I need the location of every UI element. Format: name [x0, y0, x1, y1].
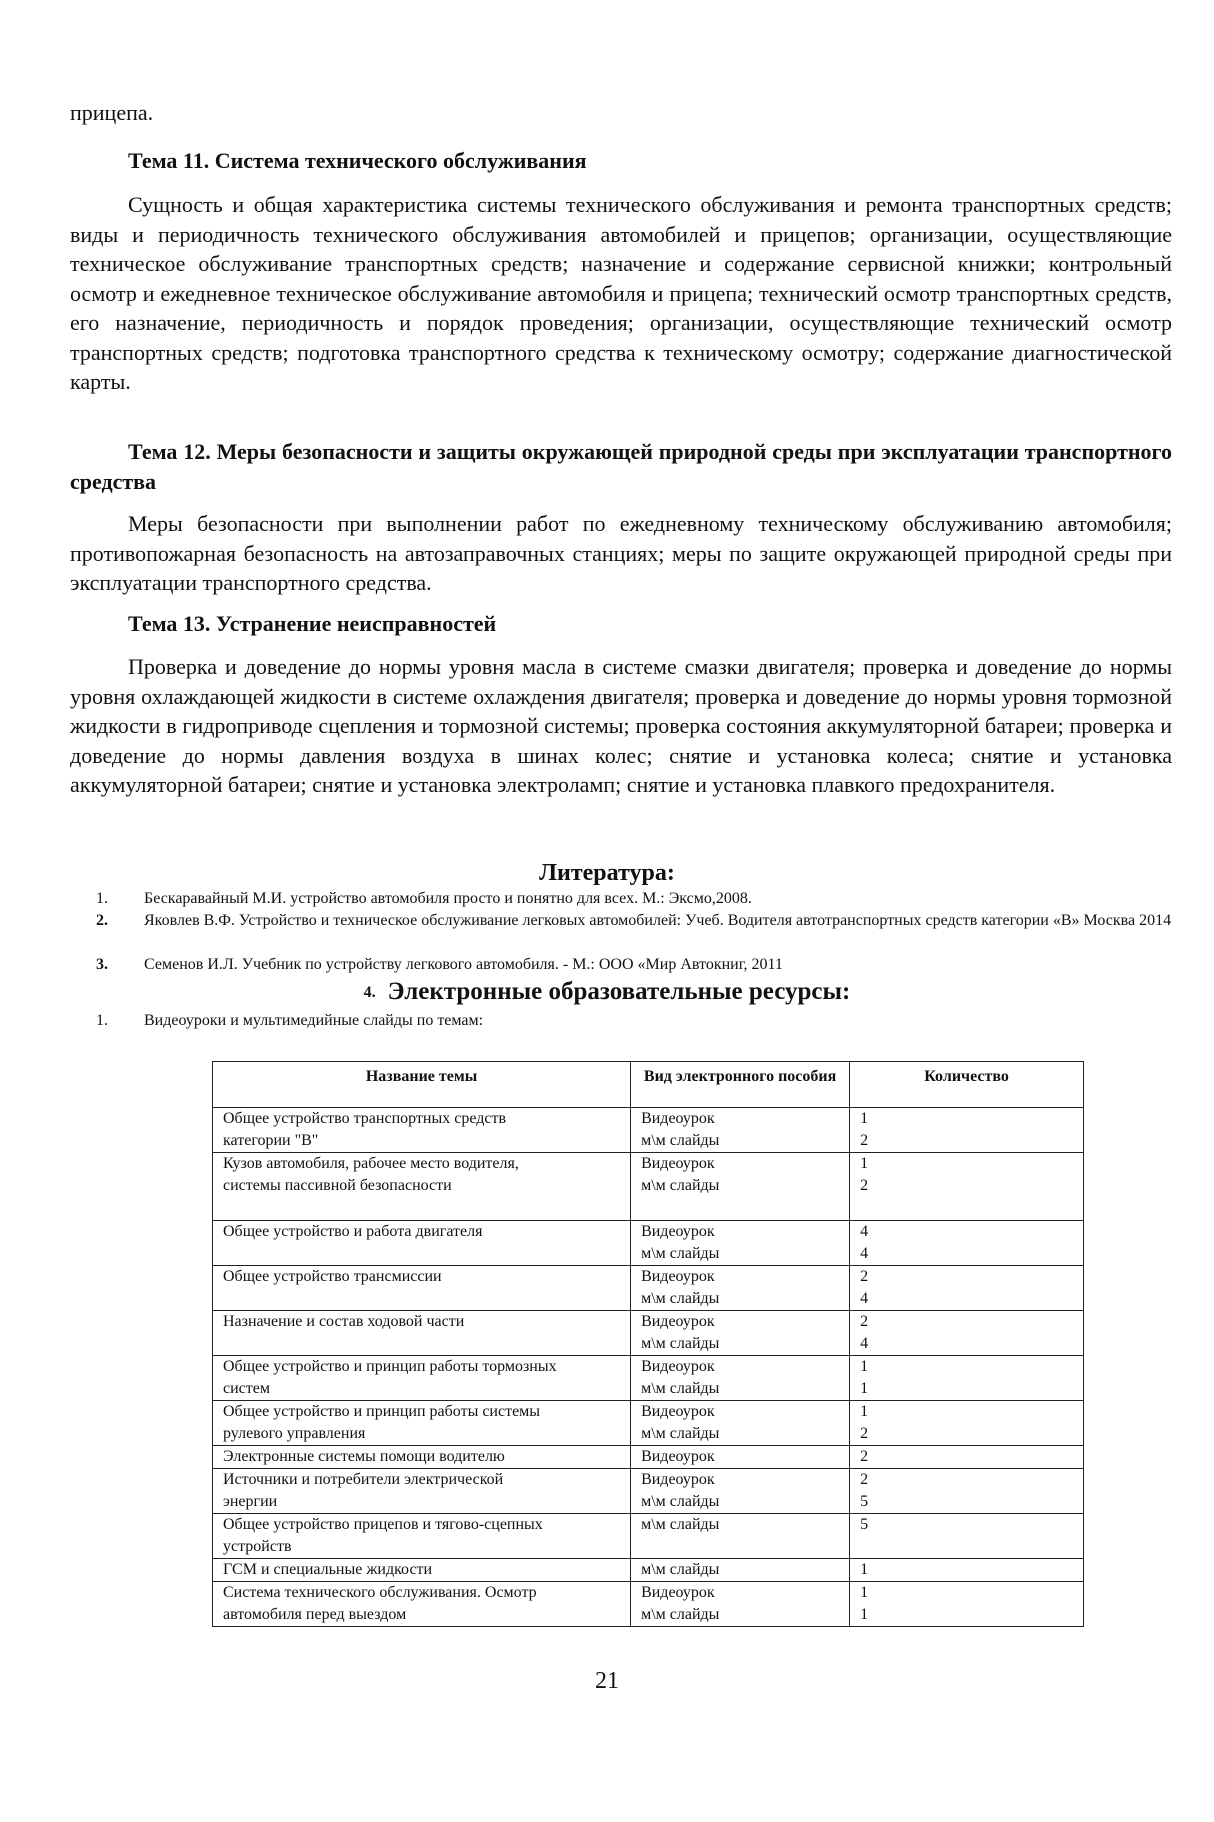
- quantity-cell: [850, 1108, 1084, 1153]
- cell-line: Видеоурок: [641, 1358, 715, 1375]
- cell-line: 2: [860, 1313, 869, 1330]
- quantity-cell: [850, 1266, 1084, 1311]
- kind-cell: [631, 1266, 850, 1311]
- cell-line: 2: [860, 1425, 869, 1442]
- table-row: [213, 1356, 1084, 1401]
- cell-line: Источники и потребители электрической: [223, 1471, 504, 1488]
- cell-line: Назначение и состав ходовой части: [223, 1313, 465, 1330]
- cell-line: м\м слайды: [641, 1561, 720, 1578]
- kind-cell: [631, 1153, 850, 1221]
- cell-line: 1: [860, 1155, 869, 1172]
- cell-line: м\м слайды: [641, 1245, 720, 1262]
- cell-line: 5: [860, 1516, 869, 1533]
- cell-line: 2: [860, 1132, 869, 1149]
- quantity-cell: [850, 1559, 1084, 1582]
- kind-cell: [631, 1311, 850, 1356]
- quantity-cell: [850, 1469, 1084, 1514]
- cell-line: Общее устройство транспортных средств: [223, 1110, 506, 1127]
- topic-cell: [213, 1446, 631, 1469]
- topic-cell: [213, 1311, 631, 1356]
- cell-line: систем: [223, 1380, 270, 1397]
- kind-cell: [631, 1446, 850, 1469]
- topic-cell: [213, 1469, 631, 1514]
- table-row: [213, 1446, 1084, 1469]
- quantity-cell: [850, 1356, 1084, 1401]
- quantity-cell: [850, 1153, 1084, 1221]
- cell-line: Общее устройство и работа двигателя: [223, 1223, 483, 1240]
- literature-item: 2. Яковлев В.Ф. Устройство и техническое обслуживание легковых автомобилей: Учеб. Водителя автотранспортных средств категории «В» Москва 2014: [96, 912, 1172, 929]
- cell-line: Общее устройство и принцип работы системы: [223, 1403, 541, 1420]
- resources-table: [212, 1061, 1084, 1627]
- topic-cell: [213, 1356, 631, 1401]
- header-kind: Вид электронного пособия: [631, 1062, 850, 1108]
- cell-line: м\м слайды: [641, 1177, 720, 1194]
- cell-line: 4: [860, 1245, 869, 1262]
- table-row: [213, 1469, 1084, 1514]
- cell-line: м\м слайды: [641, 1606, 720, 1623]
- topic-cell: [213, 1514, 631, 1559]
- cell-line: м\м слайды: [641, 1425, 720, 1442]
- cell-line: м\м слайды: [641, 1516, 720, 1533]
- cell-line: Видеоурок: [641, 1110, 715, 1127]
- cell-line: Видеоурок: [641, 1448, 715, 1465]
- cell-line: Видеоурок: [641, 1268, 715, 1285]
- table-row: [213, 1108, 1084, 1153]
- cell-line: 5: [860, 1493, 869, 1510]
- kind-cell: [631, 1221, 850, 1266]
- cell-line: системы пассивной безопасности: [223, 1177, 452, 1194]
- cell-line: 2: [860, 1177, 869, 1194]
- section-body-11: Сущность и общая характеристика системы технического обслуживания и ремонта транспортных средств; виды и периодичность технического обслуживания автомобилей и прицепов; организации, осуществляющие техническое обслуживание транспортных средств; назначение и содержание сервисной книжки; контрольный осмотр и ежедневное техническое обслуживание автомобиля и прицепа; технический осмотр транспортных средств, его назначение, периодичность и порядок проведения; организации, осуществляющие технический осмотр транспортных средств; подготовка транспортного средства к техническому осмотру; содержание диагностической карты.: [70, 192, 1172, 394]
- kind-cell: [631, 1108, 850, 1153]
- continuation-text: прицепа.: [70, 100, 154, 125]
- kind-cell: [631, 1469, 850, 1514]
- cell-line: Видеоурок: [641, 1313, 715, 1330]
- section-heading-11: Тема 11. Система технического обслуживания: [128, 148, 587, 173]
- cell-line: 4: [860, 1290, 869, 1307]
- cell-line: 4: [860, 1223, 869, 1240]
- cell-line: категории "В": [223, 1132, 319, 1149]
- cell-line: Кузов автомобиля, рабочее место водителя,: [223, 1155, 519, 1172]
- table-row: [213, 1266, 1084, 1311]
- literature-title: Литература:: [539, 860, 675, 886]
- section-heading-13: Тема 13. Устранение неисправностей: [128, 611, 497, 636]
- topic-cell: [213, 1582, 631, 1627]
- topic-cell: [213, 1266, 631, 1311]
- kind-cell: [631, 1582, 850, 1627]
- cell-line: 2: [860, 1471, 869, 1488]
- table-row: [213, 1514, 1084, 1559]
- cell-line: м\м слайды: [641, 1290, 720, 1307]
- topic-cell: [213, 1221, 631, 1266]
- cell-line: м\м слайды: [641, 1380, 720, 1397]
- topic-cell: [213, 1108, 631, 1153]
- page-number: 21: [595, 1668, 619, 1694]
- cell-line: автомобиля перед выездом: [223, 1606, 407, 1623]
- table-header-row: [213, 1062, 1084, 1108]
- cell-line: 1: [860, 1561, 869, 1578]
- literature-item: 3. Семенов И.Л. Учебник по устройству легкового автомобиля. - М.: ООО «Мир Автокниг, 2011: [96, 956, 783, 973]
- cell-line: 4: [860, 1335, 869, 1352]
- table-row: [213, 1401, 1084, 1446]
- table-row: [213, 1559, 1084, 1582]
- quantity-cell: [850, 1221, 1084, 1266]
- cell-line: Видеоурок: [641, 1403, 715, 1420]
- literature-item: 1. Бескаравайный М.И. устройство автомобиля просто и понятно для всех. М.: Эксмо,2008.: [96, 890, 752, 907]
- quantity-cell: [850, 1582, 1084, 1627]
- quantity-cell: [850, 1311, 1084, 1356]
- kind-cell: [631, 1559, 850, 1582]
- cell-line: Электронные системы помощи водителю: [223, 1448, 505, 1465]
- cell-line: Общее устройство прицепов и тягово-сцепных: [223, 1516, 543, 1533]
- cell-line: 2: [860, 1268, 869, 1285]
- section-heading-12: Тема 12. Меры безопасности и защиты окружающей природной среды при эксплуатации транспортного средства: [70, 439, 1172, 494]
- eresources-title: 4. Электронные образовательные ресурсы:: [363, 978, 851, 1005]
- cell-line: Система технического обслуживания. Осмотр: [223, 1584, 537, 1601]
- topic-cell: [213, 1153, 631, 1221]
- table-row: [213, 1221, 1084, 1266]
- table-body: [213, 1108, 1084, 1627]
- cell-line: м\м слайды: [641, 1493, 720, 1510]
- cell-line: 1: [860, 1606, 869, 1623]
- eresources-item: 1. Видеоуроки и мультимедийные слайды по темам:: [96, 1012, 484, 1029]
- cell-line: рулевого управления: [223, 1425, 366, 1442]
- cell-line: 1: [860, 1380, 869, 1397]
- cell-line: Видеоурок: [641, 1223, 715, 1240]
- cell-line: Видеоурок: [641, 1471, 715, 1488]
- header-topic: Название темы: [213, 1062, 631, 1108]
- cell-line: 1: [860, 1358, 869, 1375]
- topic-cell: [213, 1559, 631, 1582]
- table-row: [213, 1582, 1084, 1627]
- quantity-cell: [850, 1446, 1084, 1469]
- cell-line: 1: [860, 1584, 869, 1601]
- section-body-13: Проверка и доведение до нормы уровня масла в системе смазки двигателя; проверка и доведение до нормы уровня охлаждающей жидкости в системе охлаждения двигателя; проверка и доведение до нормы уровня тормозной жидкости в гидроприводе сцепления и тормозной системы; проверка состояния аккумуляторной батареи; проверка и доведение до нормы давления воздуха в шинах колес; снятие и установка колеса; снятие и установка аккумуляторной батареи; снятие и установка электроламп; снятие и установка плавкого предохранителя.: [70, 654, 1172, 797]
- cell-line: энергии: [223, 1493, 278, 1510]
- kind-cell: [631, 1356, 850, 1401]
- table-row: [213, 1311, 1084, 1356]
- table-row: [213, 1153, 1084, 1221]
- cell-line: 1: [860, 1110, 869, 1127]
- quantity-cell: [850, 1401, 1084, 1446]
- cell-line: Общее устройство и принцип работы тормозных: [223, 1358, 557, 1375]
- cell-line: 1: [860, 1403, 869, 1420]
- cell-line: Видеоурок: [641, 1584, 715, 1601]
- cell-line: устройств: [223, 1538, 292, 1555]
- cell-line: Видеоурок: [641, 1155, 715, 1172]
- kind-cell: [631, 1401, 850, 1446]
- cell-line: ГСМ и специальные жидкости: [223, 1561, 433, 1578]
- cell-line: м\м слайды: [641, 1132, 720, 1149]
- cell-line: м\м слайды: [641, 1335, 720, 1352]
- kind-cell: [631, 1514, 850, 1559]
- cell-line: 2: [860, 1448, 869, 1465]
- quantity-cell: [850, 1514, 1084, 1559]
- section-body-12: Меры безопасности при выполнении работ по ежедневному техническому обслуживанию автомобиля; противопожарная безопасность на автозаправочных станциях; меры по защите окружающей природной среды при эксплуатации транспортного средства.: [70, 511, 1172, 595]
- cell-line: Общее устройство трансмиссии: [223, 1268, 442, 1285]
- header-quantity: Количество: [850, 1062, 1084, 1108]
- topic-cell: [213, 1401, 631, 1446]
